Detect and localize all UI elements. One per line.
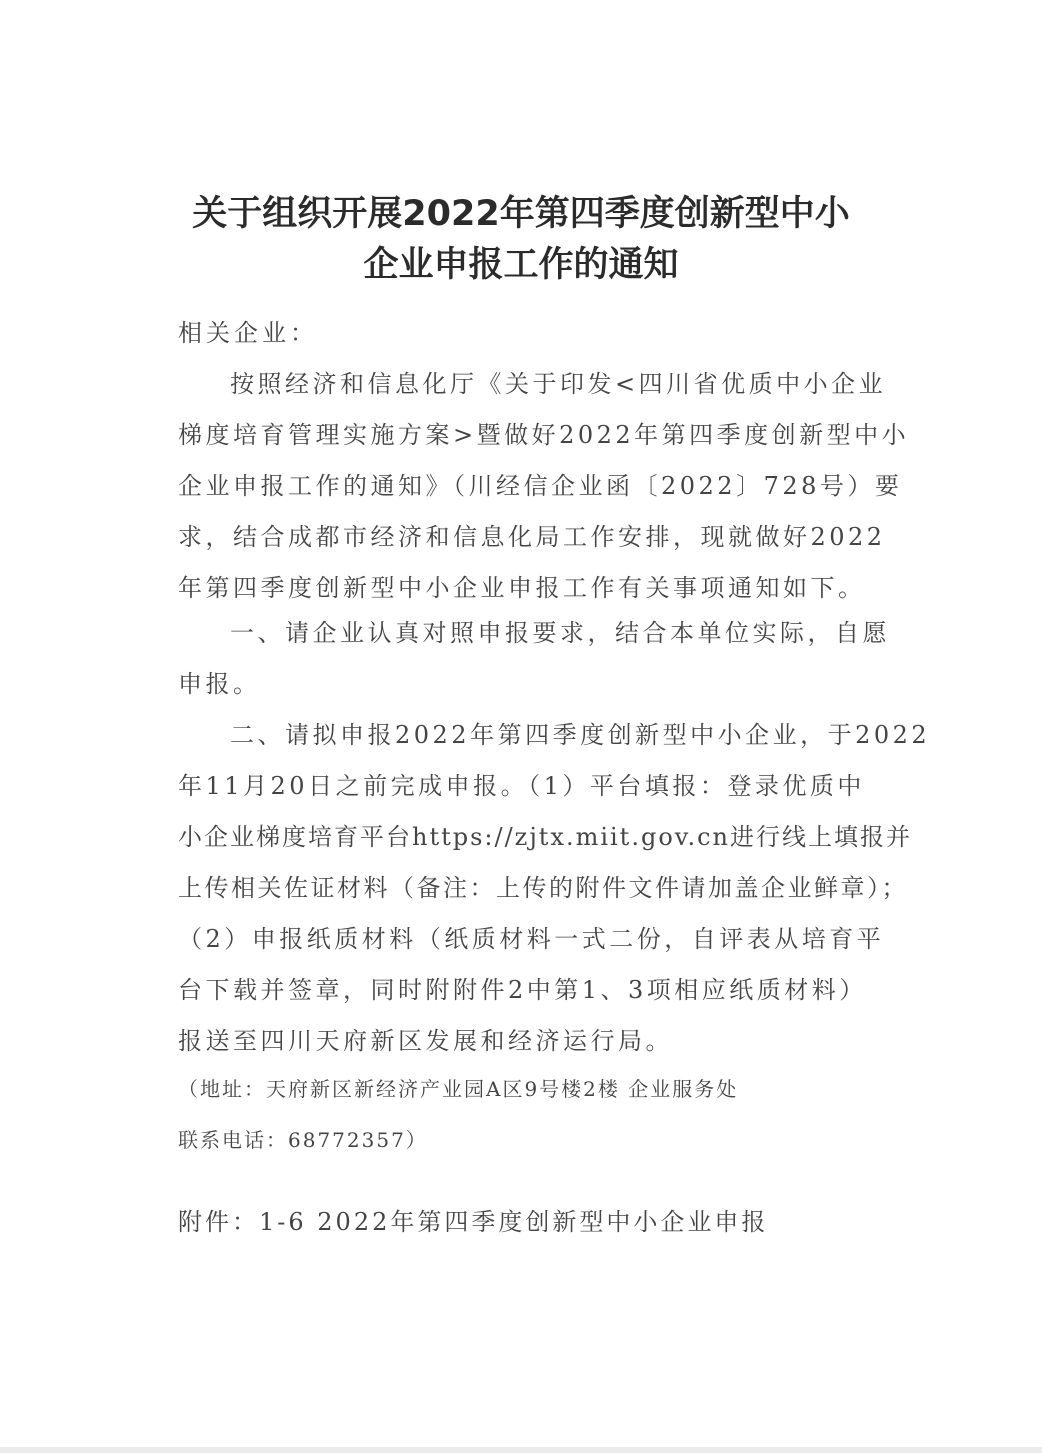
paragraph-3-line: （2）申报纸质材料（纸质材料一式二份，自评表从培育平 — [178, 925, 885, 953]
paragraph-3-line: 报送至四川天府新区发展和经济运行局。 — [178, 1027, 673, 1055]
salutation: 相关企业： — [178, 319, 318, 347]
document-title-line-2: 企业申报工作的通知 — [363, 245, 679, 285]
paragraph-3-line: 二、请拟申报2022年第四季度创新型中小企业，于2022 — [230, 721, 931, 749]
document-title-line-1: 关于组织开展2022年第四季度创新型中小 — [192, 194, 850, 234]
page-bottom-edge — [0, 1447, 1042, 1453]
paragraph-1-line: 企业申报工作的通知》（川经信企业函〔2022〕728号）要 — [178, 472, 903, 500]
paragraph-1-line: 按照经济和信息化厅《关于印发<四川省优质中小企业 — [230, 370, 887, 398]
attachment-note: 附件：1-6 2022年第四季度创新型中小企业申报 — [178, 1208, 769, 1236]
paragraph-1-line: 年第四季度创新型中小企业申报工作有关事项通知如下。 — [178, 574, 866, 602]
paragraph-3-line: 年11月20日之前完成申报。（1）平台填报：登录优质中 — [178, 772, 865, 800]
paragraph-2 — [178, 608, 890, 710]
paragraph-3 — [178, 710, 931, 1067]
paragraph-1-line: 梯度培育管理实施方案>暨做好2022年第四季度创新型中小 — [178, 421, 910, 449]
paragraph-1 — [178, 359, 910, 614]
paragraph-1-line: 求，结合成都市经济和信息化局工作安排，现就做好2022 — [178, 523, 886, 551]
paragraph-2-line: 一、请企业认真对照申报要求，结合本单位实际，自愿 — [230, 619, 890, 647]
paragraph-3-line: 小企业梯度培育平台https://zjtx.miit.gov.cn进行线上填报并 — [178, 823, 913, 851]
contact-phone: 联系电话：68772357） — [178, 1128, 428, 1152]
paragraph-2-line: 申报。 — [178, 670, 261, 698]
paragraph-3-line: 上传相关佐证材料（备注：上传的附件文件请加盖企业鲜章）； — [178, 874, 908, 902]
paragraph-3-line: 台下载并签章，同时附附件2中第1、3项相应纸质材料） — [178, 976, 867, 1004]
contact-address: （地址：天府新区新经济产业园A区9号楼2楼 企业服务处 — [178, 1077, 739, 1101]
